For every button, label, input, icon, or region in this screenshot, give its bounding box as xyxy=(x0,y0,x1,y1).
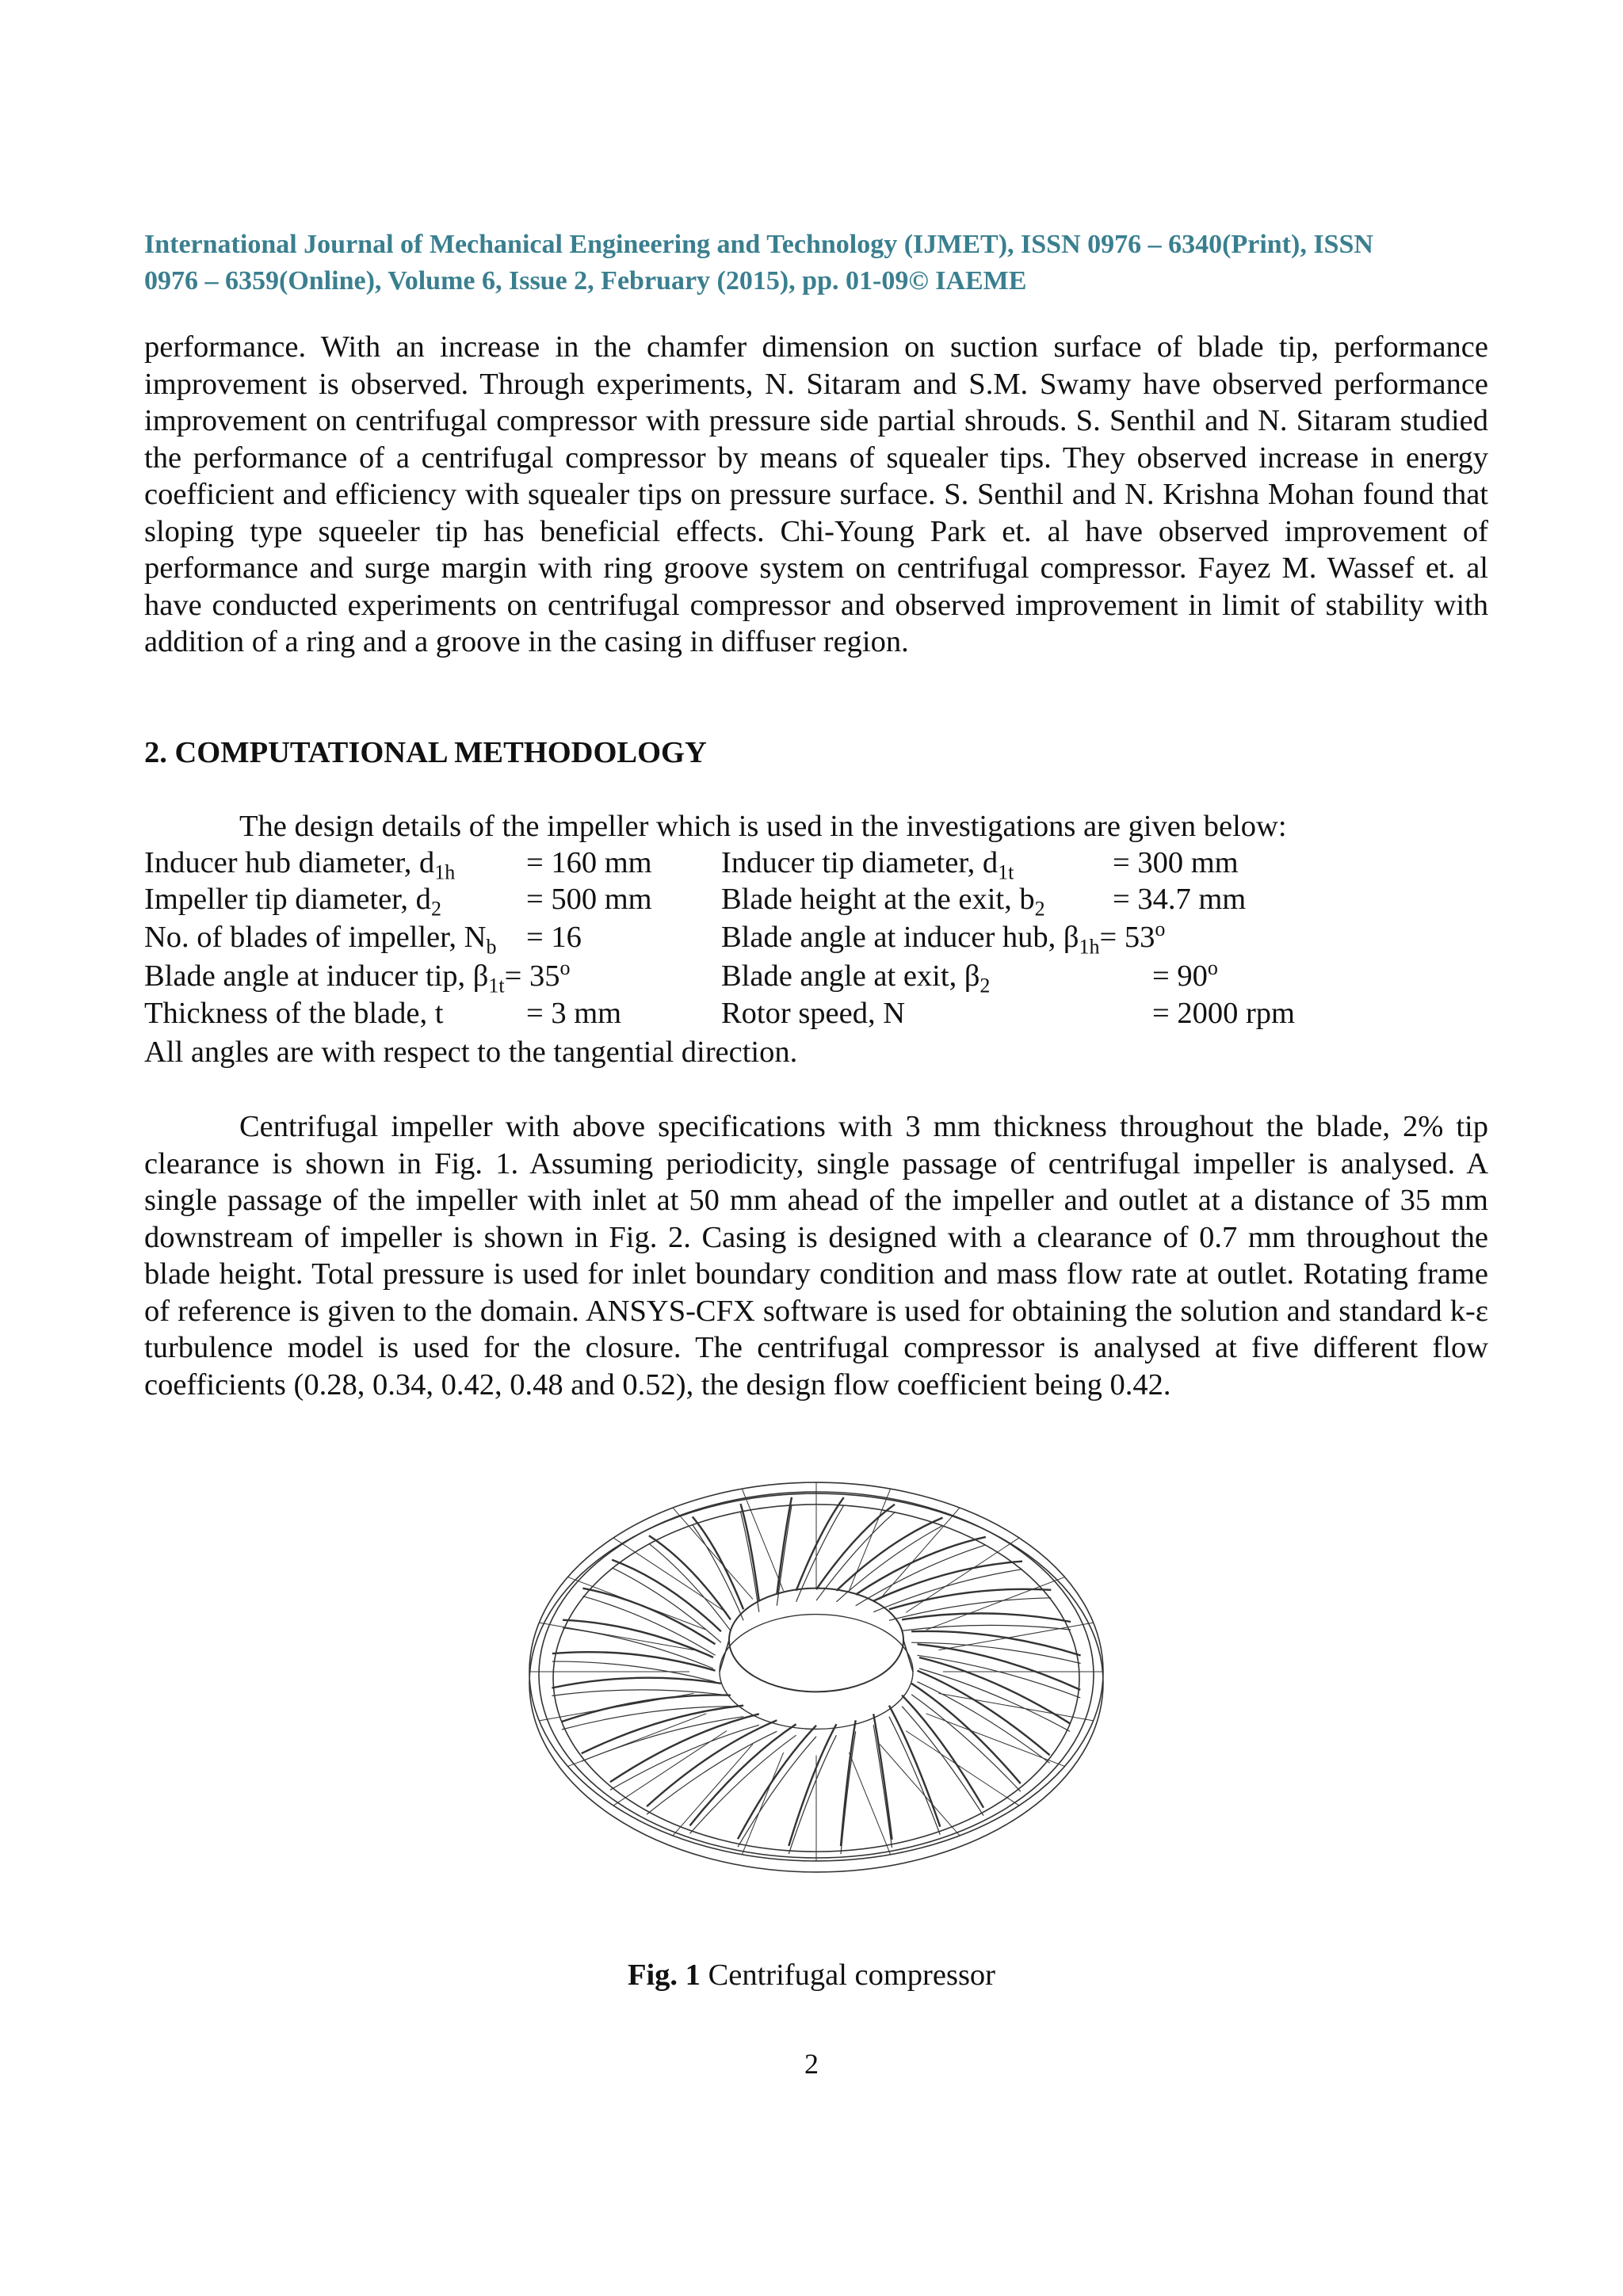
spec-label-num-blades: No. of blades of impeller, $N_b$ xyxy=(144,921,497,959)
impeller-blade-edge xyxy=(789,1735,836,1854)
figure-caption xyxy=(0,1957,1623,1993)
impeller-blade-edge xyxy=(902,1625,1071,1630)
impeller-blade xyxy=(796,1497,844,1591)
spec-row xyxy=(144,995,1488,1032)
impeller-blade xyxy=(647,1720,777,1806)
impeller-blade-edge xyxy=(690,1735,796,1833)
spec-label-rotor-speed: Rotor speed, N xyxy=(721,997,906,1030)
spec-value-blade-height-exit: = 34.7 mm xyxy=(1113,883,1247,916)
impeller-blade-edge xyxy=(816,1512,895,1600)
impeller-drawing xyxy=(523,1450,1109,1894)
spec-value-rotor-speed: = 2000 rpm xyxy=(1152,997,1295,1030)
impeller-blade xyxy=(738,1726,816,1839)
journal-header-line-2: 0976 – 6359(Online), Volume 6, Issue 2, February (2015), pp. 01-09© IAEME xyxy=(144,266,1027,296)
impeller-grid-line xyxy=(849,1753,890,1855)
spec-label-blade-thickness: Thickness of the blade, t xyxy=(144,997,444,1030)
impeller-blade xyxy=(902,1695,983,1808)
impeller-grid-line xyxy=(673,1508,753,1599)
impeller-blade xyxy=(889,1706,940,1827)
spec-row xyxy=(144,956,1488,997)
journal-header-line-1: International Journal of Mechanical Engineering and Technology (IJMET), ISSN 0976 – 6340(Print), ISSN xyxy=(144,230,1373,259)
impeller-blade-edge xyxy=(741,1512,759,1612)
impeller-blade-edge xyxy=(610,1725,759,1790)
spec-value-impeller-tip-diameter: = 500 mm xyxy=(526,883,652,916)
impeller-blade-edge xyxy=(918,1655,1081,1698)
angle-note: All angles are with respect to the tangential direction. xyxy=(144,1035,798,1069)
impeller-blade xyxy=(789,1724,836,1846)
spec-row xyxy=(144,917,1488,959)
method-paragraph: Centrifugal impeller with above specifications with 3 mm thickness throughout the blade, 2% tip clearance is shown in Fig. 1. Assuming periodicity, single passage of centrifugal impeller is analysed. A single passage of the impeller with inlet at 50 mm ahead of the impeller and outlet at a distance of 35 mm downstream of impeller is shown in Fig. 2. Casing is designed with a clearance of 0.7 mm throughout the blade height. Total pressure is used for inlet boundary condition and mass flow rate at outlet. Rotating frame of reference is given to the domain. ANSYS-CFX software is used for obtaining the solution and standard k-ε turbulence model is used for the closure. The centrifugal compressor is analysed at five different flow coefficients (0.28, 0.34, 0.42, 0.48 and 0.52), the design flow coefficient being 0.42. xyxy=(144,1110,1488,1402)
impeller-blade-edge xyxy=(889,1717,940,1835)
impeller-blade xyxy=(889,1589,1051,1610)
page-number: 2 xyxy=(804,2048,819,2080)
impeller-blade xyxy=(902,1613,1071,1622)
spec-value-num-blades: = 16 xyxy=(526,921,582,954)
spec-label-blade-height-exit: Blade height at the exit, $b_2$ xyxy=(721,883,1045,921)
figure-caption-text: Centrifugal compressor xyxy=(708,1958,996,1992)
impeller-grid-line xyxy=(926,1577,1065,1630)
impeller-blade xyxy=(918,1644,1081,1690)
spec-row xyxy=(144,881,1488,921)
impeller-blade xyxy=(552,1678,721,1688)
impeller-grid-line xyxy=(742,1753,783,1855)
impeller-blade-edge xyxy=(836,1526,942,1602)
impeller-grid-line xyxy=(906,1731,1019,1806)
spec-label-blade-angle-exit: Blade angle at exit, $\beta_2$ xyxy=(721,959,991,997)
intro-paragraph: performance. With an increase in the chamfer dimension on suction surface of blade tip, performance improvement is observed. Through experiments, N. Sitaram and S.M. Swamy have observed performance improvement on centrifugal compressor with pressure side partial shrouds. S. Senthil and N. Sitaram studied the performance of a centrifugal compressor by means of squealer tips. They observed increase in energy coefficient and efficiency with squealer tips on pressure surface. S. Senthil and N. Krishna Mohan found that sloping type squeeler tip has beneficial effects. Chi-Young Park et. al have observed improvement of performance and surge margin with ring groove system on centrifugal compressor. Fayez M. Wassef et. al have conducted experiments on centrifugal compressor and observed improvement in limit of stability with addition of a ring and a groove in the casing in diffuser region. xyxy=(144,330,1488,658)
impeller-figure xyxy=(523,1450,1109,1894)
impeller-grid-line xyxy=(939,1623,1094,1650)
impeller-hub-top xyxy=(729,1589,903,1692)
impeller-blade xyxy=(777,1497,792,1595)
impeller-blade-edge xyxy=(902,1707,983,1816)
impeller-blade-edge xyxy=(738,1737,816,1847)
impeller-grid-line xyxy=(673,1744,753,1835)
impeller-blade xyxy=(856,1537,986,1595)
impeller-blade-edge xyxy=(919,1669,1070,1731)
figure-label: Fig. 1 xyxy=(627,1958,701,1992)
impeller-blade xyxy=(562,1695,731,1722)
impeller-blade-edge xyxy=(612,1568,721,1642)
impeller-grid-line xyxy=(880,1744,960,1835)
impeller-blade xyxy=(690,1724,796,1825)
impeller-blade xyxy=(582,1589,715,1645)
impeller-blade-edge xyxy=(856,1545,986,1606)
spec-value-inducer-hub-diameter: = 160 mm xyxy=(526,846,652,879)
design-lead-text: The design details of the impeller which is used in the investigations are given below: xyxy=(239,810,1287,843)
spec-label-blade-angle-tip: Blade angle at inducer tip, $\beta_{1t}= 35^o$ xyxy=(144,956,571,997)
spec-value-blade-angle-exit: = $90^o$ xyxy=(1152,956,1218,993)
journal-header xyxy=(144,227,1488,299)
spec-label-blade-angle-hub: Blade angle at inducer hub, $\beta_{1h}= 53^o$ xyxy=(721,917,1166,959)
spec-label-inducer-hub-diameter: Inducer hub diameter, $d_{1h}$ xyxy=(144,846,456,884)
section-heading: 2. COMPUTATIONAL METHODOLOGY xyxy=(144,736,707,769)
spec-value-inducer-tip-diameter: = 300 mm xyxy=(1113,846,1239,879)
impeller-blade-edge xyxy=(873,1725,892,1848)
impeller-blade-edge xyxy=(918,1682,1050,1764)
spec-value-blade-thickness: = 3 mm xyxy=(526,997,622,1030)
impeller-hub-edge xyxy=(903,1640,913,1672)
impeller-blade xyxy=(612,1560,721,1631)
impeller-blade-edge xyxy=(841,1731,856,1854)
spec-label-inducer-tip-diameter: Inducer tip diameter, $d_{1t}$ xyxy=(721,846,1014,884)
impeller-blade-edge xyxy=(582,1717,743,1762)
impeller-blade-edge xyxy=(796,1505,844,1602)
impeller-blade-edge xyxy=(647,1731,777,1814)
impeller-blade xyxy=(873,1714,892,1840)
impeller-hub-edge xyxy=(720,1640,729,1672)
impeller-grid-line xyxy=(939,1693,1094,1721)
spec-label-impeller-tip-diameter: Impeller tip diameter, $d_2$ xyxy=(144,883,441,921)
spec-row xyxy=(144,845,1488,884)
impeller-blade xyxy=(582,1706,743,1754)
